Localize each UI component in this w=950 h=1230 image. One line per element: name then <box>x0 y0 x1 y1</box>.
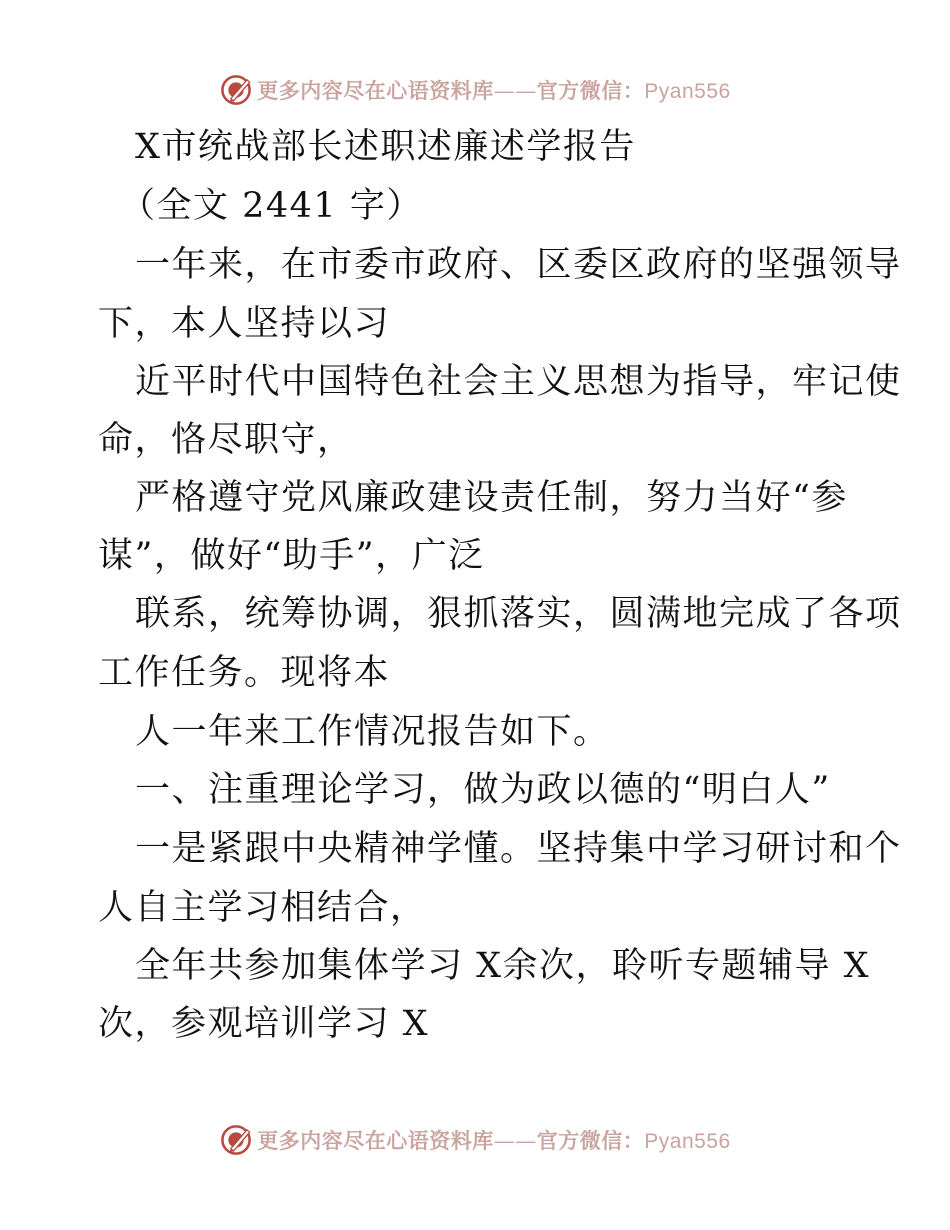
body-line: 一年来，在市委市政府、区委区政府的坚强领导 <box>135 245 902 285</box>
body-line: 严格遵守党风廉政建设责任制，努力当好“参 <box>135 478 848 518</box>
word-count: （全文 2441 字） <box>120 186 423 226</box>
body-line: 命，恪尽职守， <box>98 420 354 460</box>
body-line: 近平时代中国特色社会主义思想为指导，牢记使 <box>135 362 902 402</box>
body-line: 人一年来工作情况报告如下。 <box>135 712 610 752</box>
banner-prefix: 更多内容尽在心语资料库 <box>257 78 494 103</box>
body-line: 人自主学习相结合， <box>98 888 427 928</box>
doc-title: X市统战部长述职述廉述学报告 <box>135 127 636 167</box>
banner-text <box>257 1125 730 1155</box>
banner-text <box>257 75 730 105</box>
body-line: 工作任务。现将本 <box>98 653 391 693</box>
banner-label: 官方微信： <box>536 1128 645 1153</box>
banner-prefix: 更多内容尽在心语资料库 <box>257 1128 494 1153</box>
seal-pen-icon <box>219 1123 253 1157</box>
banner-dash: —— <box>493 1129 537 1153</box>
body-line: 联系，统筹协调，狠抓落实，圆满地完成了各项 <box>135 594 902 634</box>
header-banner <box>0 70 950 110</box>
banner-label: 官方微信： <box>536 78 645 103</box>
body-line: 次，参观培训学习 X <box>98 1004 430 1044</box>
banner-account: Pyan556 <box>644 1130 731 1153</box>
body-line: 谋”，做好“助手”，广泛 <box>98 536 485 576</box>
footer-banner <box>0 1120 950 1160</box>
banner-account: Pyan556 <box>644 80 731 103</box>
seal-pen-icon <box>219 73 253 107</box>
section-heading: 一、注重理论学习，做为政以德的“明白人” <box>135 770 831 810</box>
banner-dash: —— <box>493 79 537 103</box>
body-line: 下，本人坚持以习 <box>98 304 391 344</box>
body-line: 一是紧跟中央精神学懂。坚持集中学习研讨和个 <box>135 829 902 869</box>
body-line: 全年共参加集体学习 X余次，聆听专题辅导 X <box>135 946 871 986</box>
